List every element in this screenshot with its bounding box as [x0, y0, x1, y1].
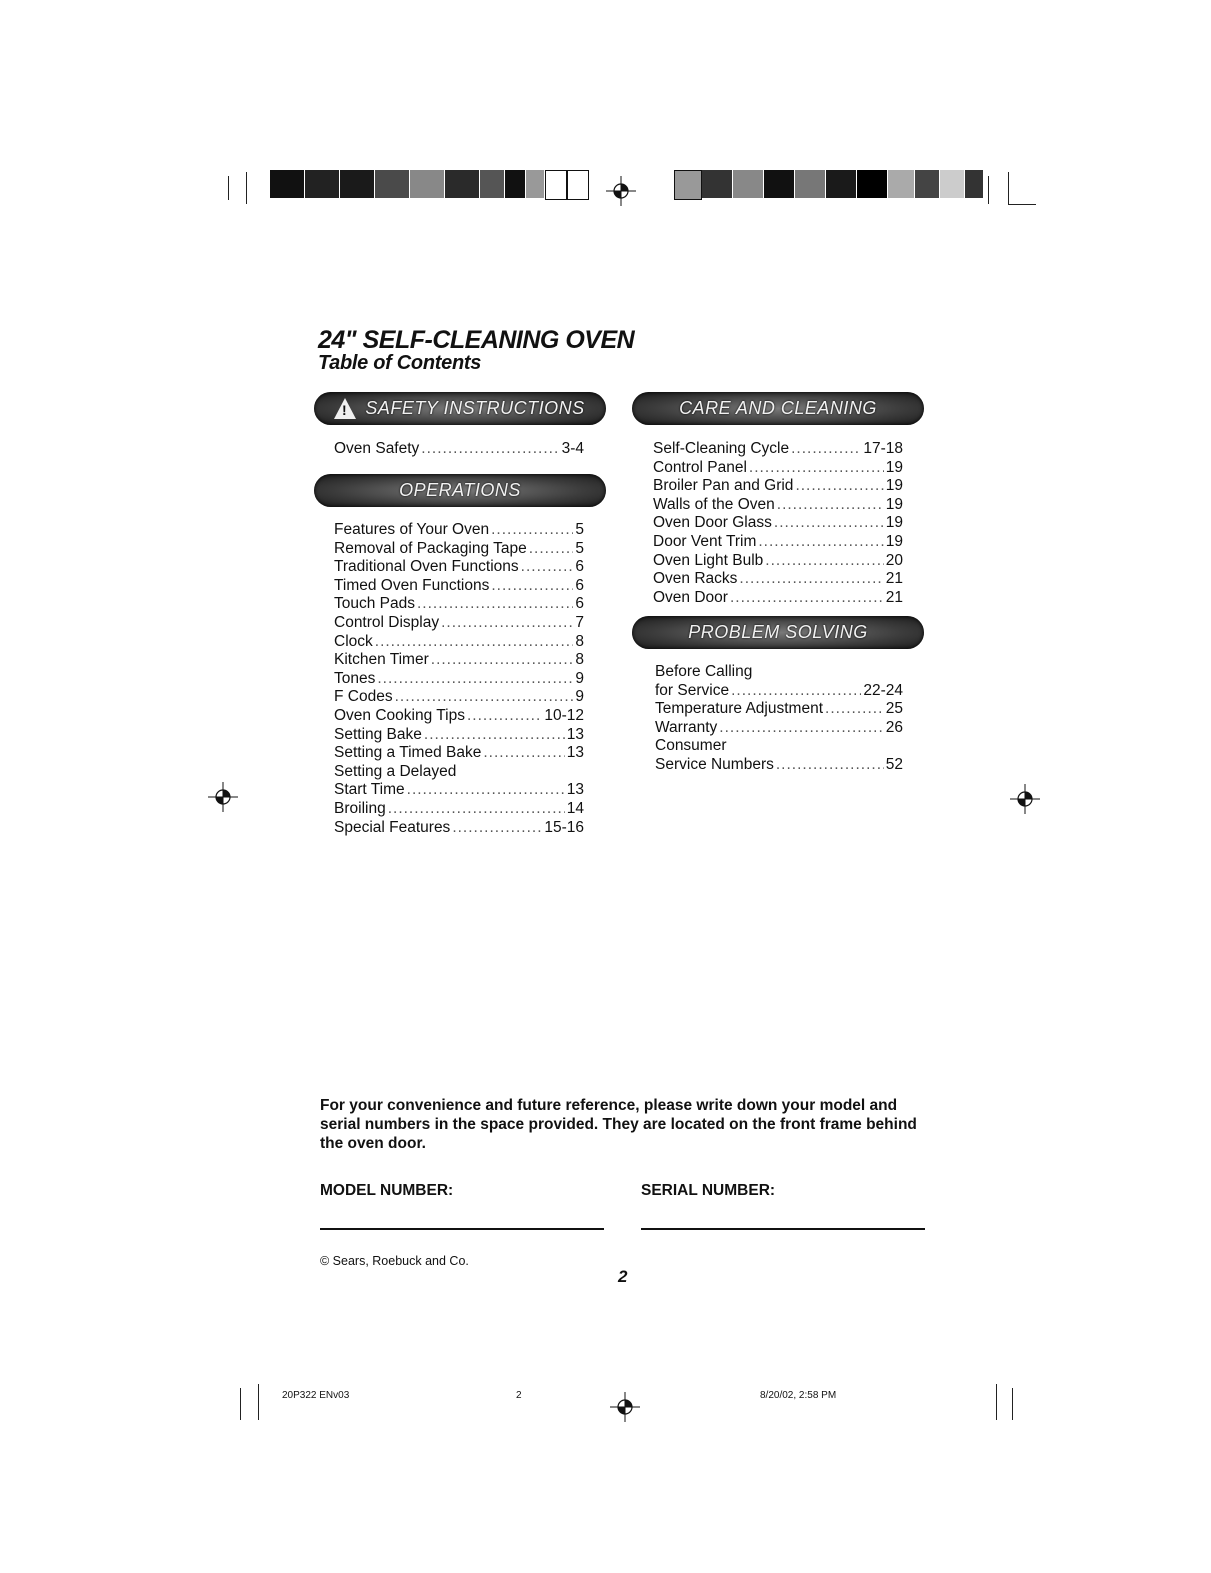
- leader-dots: [719, 719, 883, 738]
- leader-dots: [388, 800, 565, 819]
- serial-number-line: [641, 1228, 925, 1230]
- section-banner-problem: [632, 616, 924, 649]
- crop-mark: [246, 172, 247, 204]
- registration-target-icon: [208, 782, 238, 812]
- slug-file: 20P322 ENv03: [282, 1390, 350, 1401]
- toc-entry[interactable]: [653, 552, 903, 571]
- toc-entry[interactable]: [334, 577, 584, 596]
- toc-entry[interactable]: [655, 663, 903, 682]
- leader-dots: [730, 589, 884, 608]
- leader-dots: [795, 477, 883, 496]
- crop-mark: [1008, 204, 1036, 205]
- toc-entry[interactable]: [653, 459, 903, 478]
- leader-dots: [731, 682, 861, 701]
- section-banner-care: [632, 392, 924, 425]
- toc-entry[interactable]: [334, 440, 584, 459]
- toc-entry-page: 22-24: [863, 681, 903, 699]
- toc-entry-title: Self-Cleaning Cycle: [653, 440, 790, 457]
- toc-entry[interactable]: [334, 540, 584, 559]
- toc-entry[interactable]: [334, 744, 584, 763]
- leader-dots: [521, 558, 574, 577]
- toc-entry-page: 6: [575, 576, 584, 594]
- slug-page: 2: [516, 1390, 522, 1401]
- registration-target-icon: [1010, 784, 1040, 814]
- toc-entry[interactable]: [655, 700, 903, 719]
- toc-entry[interactable]: [334, 688, 584, 707]
- toc-entry-page: 10-12: [544, 706, 584, 724]
- toc-entry-title: Oven Cooking Tips: [334, 706, 465, 724]
- toc-entry-title: Start Time: [334, 781, 405, 799]
- toc-entry-title: Door Vent Trim: [653, 532, 757, 550]
- leader-dots: [395, 688, 574, 707]
- toc-entry[interactable]: [334, 781, 584, 800]
- crop-mark: [240, 1388, 241, 1420]
- document-subtitle: Table of Contents: [318, 352, 482, 374]
- leader-dots: [424, 726, 565, 745]
- crop-mark: [228, 176, 229, 200]
- toc-entry-title: Before Calling: [655, 663, 753, 680]
- toc-entry[interactable]: [653, 589, 903, 608]
- toc-entry[interactable]: [334, 819, 584, 838]
- toc-entry[interactable]: [334, 651, 584, 670]
- toc-entry[interactable]: [334, 670, 584, 689]
- section-heading-care: CARE AND CLEANING: [679, 398, 877, 418]
- leader-dots: [483, 744, 564, 763]
- leader-dots: [765, 552, 883, 571]
- toc-entry-title: Features of Your Oven: [334, 521, 490, 538]
- toc-entry-title: Temperature Adjustment: [655, 700, 824, 718]
- toc-entry-title: Service Numbers: [655, 755, 774, 773]
- toc-list-problem: [655, 663, 903, 775]
- toc-entry[interactable]: [334, 614, 584, 633]
- document-title: 24" SELF-CLEANING OVEN: [318, 326, 635, 354]
- toc-entry-page: 9: [575, 688, 584, 706]
- toc-entry-page: 17-18: [863, 440, 903, 457]
- toc-entry[interactable]: [334, 633, 584, 652]
- toc-entry[interactable]: [334, 521, 584, 540]
- toc-entry-title: Consumer: [655, 737, 727, 755]
- toc-entry-title: Oven Door: [653, 588, 728, 606]
- toc-entry-page: 19: [885, 458, 903, 476]
- toc-entry[interactable]: [653, 514, 903, 533]
- toc-entry[interactable]: [655, 756, 903, 775]
- toc-entry-title: Traditional Oven Functions: [334, 558, 519, 576]
- leader-dots: [529, 540, 574, 559]
- toc-entry-title: for Service: [655, 681, 730, 699]
- copyright: © Sears, Roebuck and Co.: [320, 1254, 469, 1268]
- toc-entry[interactable]: [655, 737, 903, 756]
- toc-entry-page: 19: [885, 532, 903, 550]
- toc-entry[interactable]: [334, 763, 584, 782]
- toc-entry-title: Oven Light Bulb: [653, 551, 764, 569]
- leader-dots: [758, 533, 883, 552]
- leader-dots: [491, 577, 573, 596]
- model-serial-note: For your convenience and future reference, please write down your model and serial numbers in the space provided. They are located on the front frame behind the oven door.: [320, 1097, 917, 1152]
- toc-entry-title: Setting a Timed Bake: [334, 744, 482, 762]
- crop-mark: [1012, 1388, 1013, 1420]
- toc-entry-title: Clock: [334, 632, 373, 650]
- toc-entry-title: Oven Safety: [334, 440, 420, 457]
- toc-entry-title: Touch Pads: [334, 595, 415, 613]
- leader-dots: [407, 781, 565, 800]
- crop-mark: [988, 176, 989, 204]
- toc-entry-page: 19: [885, 495, 903, 513]
- toc-list-safety: [334, 440, 584, 459]
- registration-target-icon: [606, 176, 636, 206]
- toc-entry-title: Oven Door Glass: [653, 514, 772, 532]
- crop-mark: [1008, 172, 1009, 204]
- crop-mark: [258, 1384, 259, 1420]
- toc-entry-page: 26: [885, 718, 903, 736]
- toc-entry-title: Oven Racks: [653, 570, 738, 588]
- toc-entry-page: 8: [575, 651, 584, 669]
- toc-entry-page: 5: [575, 539, 584, 557]
- page-number: 2: [618, 1267, 628, 1286]
- section-heading-operations: OPERATIONS: [399, 480, 521, 500]
- slug-timestamp: 8/20/02, 2:58 PM: [760, 1390, 837, 1401]
- leader-dots: [825, 700, 884, 719]
- toc-list-operations: [334, 521, 584, 837]
- toc-entry-page: 9: [575, 669, 584, 687]
- toc-entry-page: 13: [566, 744, 584, 762]
- toc-entry-title: Walls of the Oven: [653, 495, 775, 513]
- serial-number-label: SERIAL NUMBER:: [641, 1182, 776, 1199]
- toc-entry-page: 14: [566, 799, 584, 817]
- toc-entry-page: 13: [566, 725, 584, 743]
- toc-entry-title: Special Features: [334, 818, 451, 836]
- toc-list-care: [653, 440, 903, 607]
- toc-entry-title: Broiling: [334, 799, 386, 817]
- leader-dots: [467, 707, 542, 726]
- toc-entry[interactable]: [655, 682, 903, 701]
- toc-entry-title: Tones: [334, 669, 376, 687]
- toc-entry-page: 19: [885, 514, 903, 532]
- toc-entry[interactable]: [653, 496, 903, 515]
- toc-entry[interactable]: [655, 719, 903, 738]
- toc-entry-page: 13: [566, 781, 584, 799]
- section-banner-safety: [314, 392, 606, 425]
- toc-entry-page: 7: [575, 613, 584, 631]
- toc-entry[interactable]: [334, 558, 584, 577]
- section-heading-problem: PROBLEM SOLVING: [688, 622, 868, 642]
- leader-dots: [777, 496, 884, 515]
- crop-mark: [996, 1384, 997, 1420]
- toc-entry-title: Control Display: [334, 613, 440, 631]
- toc-entry-page: 20: [885, 551, 903, 569]
- leader-dots: [417, 595, 573, 614]
- leader-dots: [739, 570, 883, 589]
- registration-target-icon: [610, 1392, 640, 1422]
- toc-entry[interactable]: [653, 440, 903, 459]
- leader-dots: [431, 651, 574, 670]
- color-bar-left: [270, 170, 589, 198]
- leader-dots: [452, 819, 542, 838]
- toc-entry[interactable]: [334, 707, 584, 726]
- leader-dots: [375, 633, 574, 652]
- toc-entry[interactable]: [653, 477, 903, 496]
- leader-dots: [774, 514, 884, 533]
- section-heading-safety: SAFETY INSTRUCTIONS: [365, 398, 585, 418]
- toc-entry-page: 8: [575, 632, 584, 650]
- model-number-label: MODEL NUMBER:: [320, 1182, 454, 1199]
- toc-entry-title: Removal of Packaging Tape: [334, 539, 527, 557]
- toc-entry[interactable]: [334, 726, 584, 745]
- leader-dots: [491, 521, 573, 540]
- color-bar-right: [674, 170, 984, 198]
- toc-entry-page: 5: [575, 521, 584, 538]
- toc-entry-page: 25: [885, 700, 903, 718]
- toc-entry-page: 6: [575, 558, 584, 576]
- toc-entry-title: Kitchen Timer: [334, 651, 429, 669]
- leader-dots: [441, 614, 573, 633]
- model-number-line: [320, 1228, 604, 1230]
- leader-dots: [377, 670, 573, 689]
- toc-entry-title: Control Panel: [653, 458, 747, 476]
- toc-entry-title: Timed Oven Functions: [334, 576, 490, 594]
- toc-entry-title: Setting Bake: [334, 725, 422, 743]
- toc-entry-page: 52: [885, 755, 903, 773]
- leader-dots: [421, 440, 559, 459]
- toc-entry-page: 21: [885, 588, 903, 606]
- section-banner-operations: [314, 474, 606, 507]
- warning-icon: [334, 398, 356, 419]
- leader-dots: [791, 440, 861, 459]
- toc-entry-title: Warranty: [655, 718, 718, 736]
- toc-entry[interactable]: [334, 800, 584, 819]
- toc-entry-page: 19: [885, 477, 903, 495]
- toc-entry[interactable]: [334, 595, 584, 614]
- toc-entry-title: Setting a Delayed: [334, 762, 457, 780]
- toc-entry-page: 6: [575, 595, 584, 613]
- toc-entry-page: 21: [885, 570, 903, 588]
- leader-dots: [749, 459, 884, 478]
- toc-entry-page: 3-4: [561, 440, 584, 457]
- toc-entry[interactable]: [653, 533, 903, 552]
- toc-entry-page: 15-16: [544, 818, 584, 836]
- toc-entry-title: Broiler Pan and Grid: [653, 477, 794, 495]
- toc-entry[interactable]: [653, 570, 903, 589]
- leader-dots: [776, 756, 884, 775]
- toc-entry-title: F Codes: [334, 688, 393, 706]
